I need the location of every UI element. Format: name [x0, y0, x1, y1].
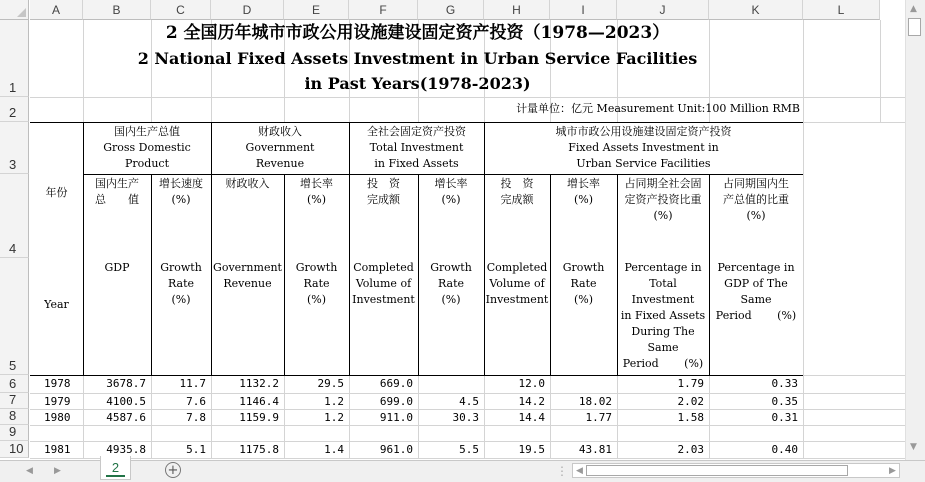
sheet-splitter-icon[interactable]: ⋮ [556, 464, 568, 478]
cell-share-tfa[interactable]: 1.58 [677, 411, 704, 424]
table-row [30, 409, 803, 425]
header-year-zh: 年份 [45, 186, 68, 199]
horizontal-scroll-thumb[interactable] [586, 465, 848, 476]
row-header-7[interactable]: 7 [0, 393, 29, 409]
gridline-h [30, 97, 905, 98]
cell-tfa[interactable]: 911.0 [379, 411, 413, 424]
cell-rev-rate[interactable]: 29.5 [317, 377, 344, 390]
subheader-en-0: GDP [104, 261, 130, 274]
cell-rev-rate[interactable]: 1.2 [324, 411, 344, 424]
cell-share-gdp[interactable]: 0.35 [771, 395, 798, 408]
subheader-zh-9: 占同期国内生 产总值的比重 (%) [723, 177, 789, 222]
cell-year[interactable]: 1979 [44, 395, 71, 408]
column-header-a[interactable]: A [30, 0, 83, 20]
tab-scroll-left-icon[interactable]: ◀ [26, 466, 33, 476]
subheader-zh-4: 投 资 完成额 [367, 177, 400, 206]
row-header-2[interactable]: 2 [0, 97, 29, 122]
row-header-6[interactable]: 6 [0, 375, 29, 393]
plus-circle-icon[interactable]: + [165, 462, 181, 478]
cell-share-gdp[interactable]: 0.31 [771, 411, 798, 424]
gridline-v [880, 20, 881, 122]
subheader-en-4: Completed Volume of Investment [352, 261, 415, 306]
column-header-f[interactable]: F [349, 0, 418, 20]
column-header-i[interactable]: I [550, 0, 617, 20]
sheet-tab[interactable]: 2 [100, 456, 131, 480]
subheader-en-1: Growth Rate (%) [160, 261, 202, 306]
cell-rev[interactable]: 1159.9 [239, 411, 279, 424]
arrow-right-icon[interactable]: ▶ [889, 466, 896, 476]
subheader-zh-5: 增长率 (%) [434, 177, 468, 206]
cell-year[interactable]: 1978 [44, 377, 71, 390]
column-header-c[interactable]: C [151, 0, 211, 20]
arrow-up-icon[interactable]: ▲ [910, 4, 917, 14]
header-year-en: Year [44, 298, 69, 311]
subheader-zh-3: 增长率 (%) [300, 177, 333, 206]
column-header-h[interactable]: H [484, 0, 550, 20]
table-row [30, 425, 803, 441]
title-chinese: 2 全国历年城市市政公用设施建设固定资产投资（1978—2023） [165, 23, 670, 43]
cell-usf[interactable]: 14.2 [518, 395, 545, 408]
select-all-corner[interactable] [0, 0, 29, 20]
cell-rev[interactable]: 1175.8 [239, 443, 279, 456]
cell-usf[interactable]: 14.4 [518, 411, 545, 424]
header-revenue-group: 财政收入 Government Revenue [245, 125, 315, 170]
header-gdp-group: 国内生产总值 Gross Domestic Product [103, 125, 191, 170]
cell-share-gdp[interactable]: 0.33 [771, 377, 798, 390]
cell-gdp-rate[interactable]: 7.8 [186, 411, 206, 424]
arrow-left-icon[interactable]: ◀ [576, 466, 583, 476]
column-header-d[interactable]: D [211, 0, 284, 20]
header-tfa-group: 全社会固定资产投资 Total Investment in Fixed Assets [367, 125, 466, 170]
cell-share-tfa[interactable]: 2.03 [677, 443, 704, 456]
cell-usf[interactable]: 12.0 [518, 377, 545, 390]
measurement-unit: 计量单位：亿元 Measurement Unit:100 Million RMB [516, 102, 800, 115]
cell-gdp[interactable]: 4935.8 [106, 443, 146, 456]
cell-share-gdp[interactable]: 0.40 [771, 443, 798, 456]
title-english-line2: in Past Years(1978-2023) [304, 74, 531, 93]
row-header-8[interactable]: 8 [0, 409, 29, 425]
row-header-9[interactable]: 9 [0, 425, 29, 441]
cell-tfa[interactable]: 961.0 [379, 443, 413, 456]
cell-tfa-rate[interactable]: 4.5 [459, 395, 479, 408]
cell-tfa-rate[interactable]: 30.3 [452, 411, 479, 424]
subheader-zh-1: 增长速度 (%) [159, 177, 203, 206]
column-header-g[interactable]: G [418, 0, 484, 20]
cell-usf-rate[interactable]: 1.77 [585, 411, 612, 424]
cell-gdp-rate[interactable]: 11.7 [179, 377, 206, 390]
row-header-4[interactable]: 4 [0, 174, 29, 258]
subheader-zh-7: 增长率 (%) [567, 177, 600, 206]
subheader-zh-8: 占同期全社会固 定资产投资比重 (%) [624, 177, 702, 222]
subheader-en-6: Completed Volume of Investment [485, 261, 549, 306]
cell-rev-rate[interactable]: 1.4 [324, 443, 344, 456]
subheader-en-8: Percentage in Total Investment in Fixed Assets During The Same Period (%) [620, 261, 706, 370]
subheader-zh-2: 财政收入 [225, 177, 270, 190]
tab-scroll-right-icon[interactable]: ▶ [54, 466, 61, 476]
vertical-scrollbar[interactable] [905, 0, 925, 460]
gridline-v [803, 122, 804, 458]
cell-year[interactable]: 1981 [44, 443, 71, 456]
cell-gdp[interactable]: 4100.5 [106, 395, 146, 408]
gridline-h [30, 458, 905, 459]
cell-rev-rate[interactable]: 1.2 [324, 395, 344, 408]
column-header-e[interactable]: E [284, 0, 349, 20]
cell-year[interactable]: 1980 [44, 411, 71, 424]
cell-gdp-rate[interactable]: 7.6 [186, 395, 206, 408]
row-header-1[interactable]: 1 [0, 20, 29, 97]
column-header-l[interactable]: L [803, 0, 880, 20]
cell-tfa-rate[interactable]: 5.5 [459, 443, 479, 456]
row-header-5[interactable]: 5 [0, 258, 29, 375]
row-header-10[interactable]: 10 [0, 441, 29, 458]
cell-usf-rate[interactable]: 18.02 [578, 395, 612, 408]
subheader-en-2: Government Revenue [213, 261, 282, 290]
cell-share-tfa[interactable]: 2.02 [677, 395, 704, 408]
column-header-j[interactable]: J [617, 0, 709, 20]
cell-gdp[interactable]: 3678.7 [106, 377, 146, 390]
cell-rev[interactable]: 1132.2 [239, 377, 279, 390]
cell-share-tfa[interactable]: 1.79 [677, 377, 704, 390]
table-row [30, 441, 803, 458]
row-header-3[interactable]: 3 [0, 122, 29, 174]
cell-tfa[interactable]: 669.0 [379, 377, 413, 390]
title-english-line1: 2 National Fixed Assets Investment in Urban Service Facilities [137, 49, 698, 68]
cell-usf[interactable]: 19.5 [518, 443, 545, 456]
cell-gdp[interactable]: 4587.6 [106, 411, 146, 424]
table-top-border [30, 122, 803, 123]
column-header-k[interactable]: K [709, 0, 803, 20]
table-row [30, 393, 803, 409]
subheader-border [83, 174, 803, 175]
cell-gdp-rate[interactable]: 5.1 [186, 443, 206, 456]
subheader-zh-6: 投 资 完成额 [500, 177, 534, 206]
subheader-zh-0: 国内生产 总 值 [95, 177, 139, 206]
header-usf-group: 城市市政公用设施建设固定资产投资 Fixed Assets Investment in Urban Service Facilities [555, 125, 732, 170]
subheader-en-9: Percentage in GDP of The Same Period (%) [715, 261, 797, 322]
vertical-scroll-thumb[interactable] [908, 18, 921, 36]
cell-tfa[interactable]: 699.0 [379, 395, 413, 408]
arrow-down-icon[interactable]: ▼ [910, 442, 917, 452]
column-header-b[interactable]: B [83, 0, 151, 20]
subheader-en-5: Growth Rate (%) [430, 261, 472, 306]
table-row [30, 375, 803, 393]
cell-usf-rate[interactable]: 43.81 [578, 443, 612, 456]
subheader-en-3: Growth Rate (%) [295, 261, 338, 306]
cell-rev[interactable]: 1146.4 [239, 395, 279, 408]
subheader-en-7: Growth Rate (%) [562, 261, 605, 306]
